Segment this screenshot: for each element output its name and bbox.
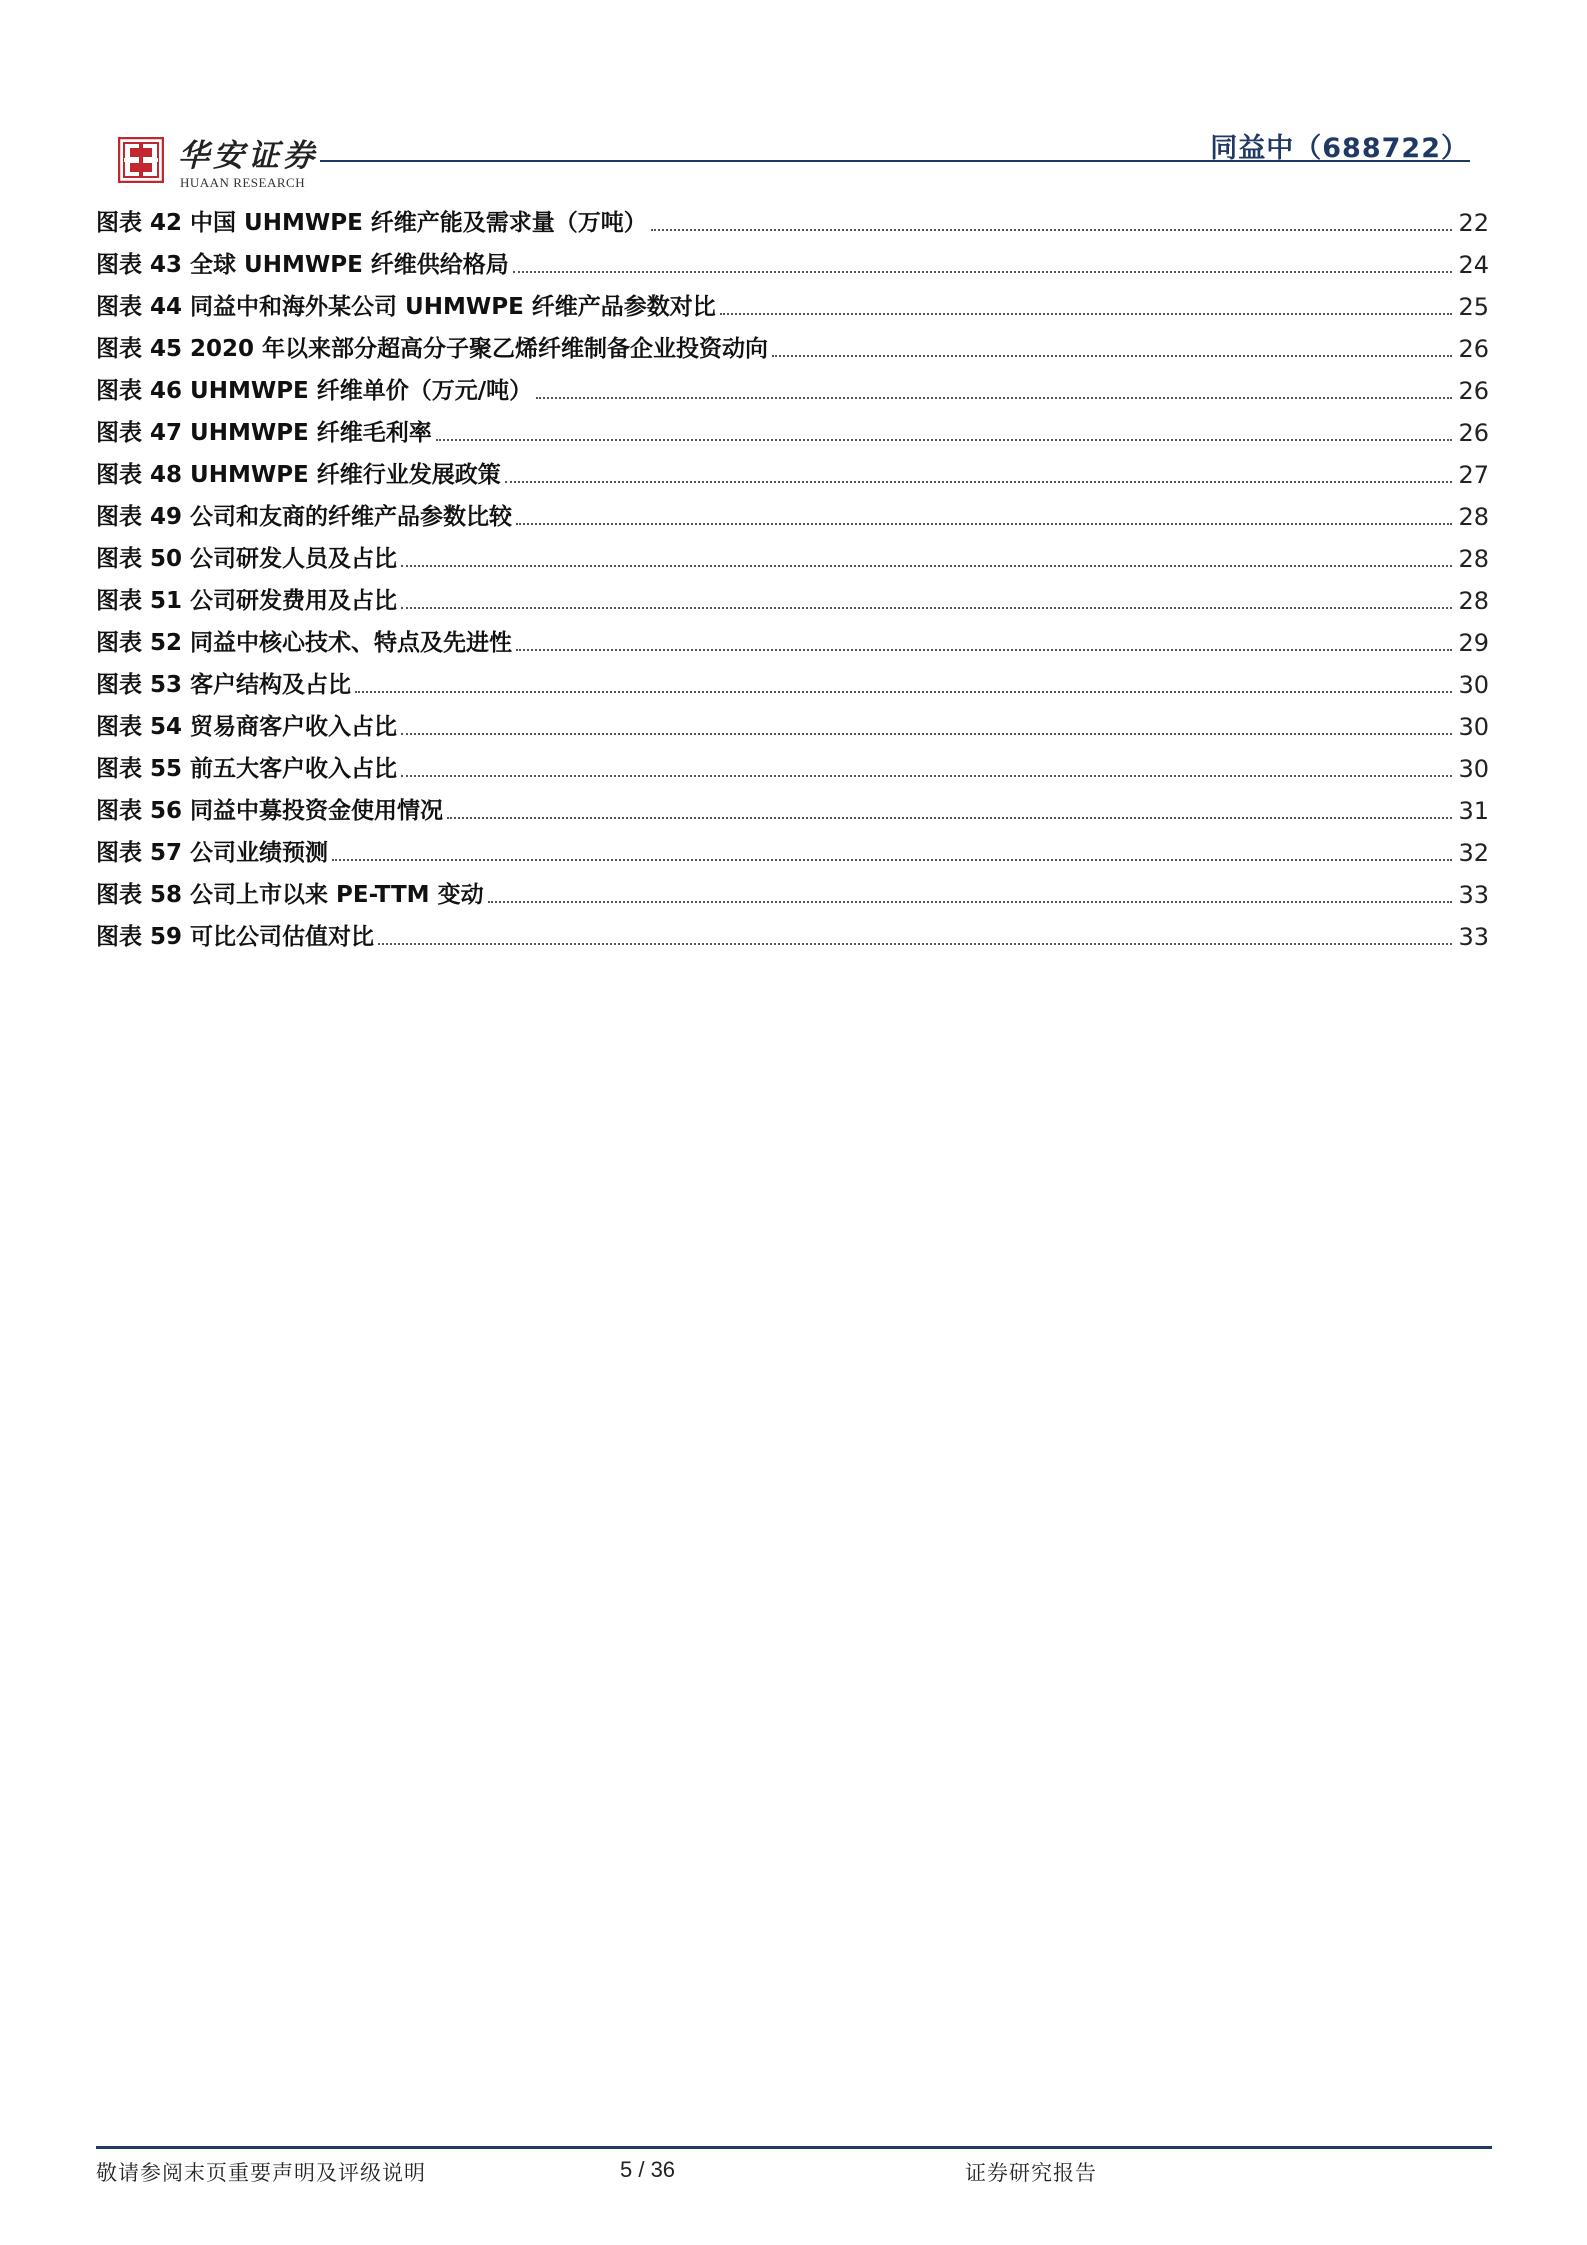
toc-entry-label[interactable]: 图表 46 UHMWPE 纤维单价（万元/吨） [96,378,533,404]
toc-entry[interactable] [96,406,1489,448]
toc-entry[interactable] [96,280,1489,322]
page-number: 5 / 36 [620,2157,676,2182]
toc-dot-leader [513,271,1453,273]
toc-entry-label[interactable]: 图表 59 可比公司估值对比 [96,924,375,950]
toc-entry-label[interactable]: 图表 49 公司和友商的纤维产品参数比较 [96,504,513,530]
toc-entry-page[interactable]: 26 [1458,335,1489,363]
toc-dot-leader [516,649,1452,651]
toc-entry-label[interactable]: 图表 56 同益中募投资金使用情况 [96,798,444,824]
toc-entry-label[interactable]: 图表 47 UHMWPE 纤维毛利率 [96,420,432,446]
toc-entry-label[interactable]: 图表 52 同益中核心技术、特点及先进性 [96,630,513,656]
toc-dot-leader [401,775,1452,777]
toc-entry[interactable] [96,574,1489,616]
toc-entry-page[interactable]: 28 [1458,545,1489,573]
stock-title: 同益中（688722） [1210,133,1469,164]
toc-entry-label[interactable]: 图表 45 2020 年以来部分超高分子聚乙烯纤维制备企业投资动向 [96,336,769,362]
toc-entry[interactable] [96,910,1489,952]
brand-name-en: HUAAN RESEARCH [180,175,306,190]
toc-entry-page[interactable]: 33 [1458,923,1489,951]
page-header [0,0,1587,200]
toc-entry[interactable] [96,868,1489,910]
toc-dot-leader [488,901,1453,903]
toc-entry[interactable] [96,700,1489,742]
report-type: 证券研究报告 [965,2161,1097,2185]
toc-entry-page[interactable]: 33 [1458,881,1489,909]
toc-entry-page[interactable]: 30 [1458,713,1489,741]
toc-entry[interactable] [96,196,1489,238]
toc-dot-leader [772,355,1452,357]
brand-name-cn: 华安证券 [178,138,318,174]
toc-entry-label[interactable]: 图表 54 贸易商客户收入占比 [96,714,398,740]
toc-entry-page[interactable]: 30 [1458,671,1489,699]
toc-entry-page[interactable]: 27 [1458,461,1489,489]
toc-dot-leader [505,481,1453,483]
toc-entry-page[interactable]: 22 [1458,209,1489,237]
toc-dot-leader [651,229,1453,231]
toc-entry[interactable] [96,238,1489,280]
toc-entry-page[interactable]: 29 [1458,629,1489,657]
toc-dot-leader [401,733,1452,735]
toc-entry[interactable] [96,616,1489,658]
huaan-logo-icon [118,137,164,183]
toc-entry-page[interactable]: 32 [1458,839,1489,867]
toc-entry-page[interactable]: 26 [1458,377,1489,405]
toc-entry-page[interactable]: 26 [1458,419,1489,447]
toc-entry-label[interactable]: 图表 50 公司研发人员及占比 [96,546,398,572]
footer-disclaimer: 敬请参阅末页重要声明及评级说明 [96,2161,426,2185]
toc-dot-leader [436,439,1453,441]
table-of-figures [96,196,1489,952]
toc-dot-leader [447,817,1452,819]
toc-entry-label[interactable]: 图表 55 前五大客户收入占比 [96,756,398,782]
toc-entry-label[interactable]: 图表 58 公司上市以来 PE-TTM 变动 [96,882,484,908]
toc-entry-page[interactable]: 25 [1458,293,1489,321]
toc-entry-label[interactable]: 图表 51 公司研发费用及占比 [96,588,398,614]
footer-divider [96,2146,1492,2149]
toc-entry-page[interactable]: 28 [1458,503,1489,531]
toc-entry[interactable] [96,658,1489,700]
toc-entry-label[interactable]: 图表 57 公司业绩预测 [96,840,329,866]
toc-entry-page[interactable]: 24 [1458,251,1489,279]
toc-dot-leader [720,313,1453,315]
toc-dot-leader [516,523,1452,525]
toc-entry[interactable] [96,532,1489,574]
toc-dot-leader [401,565,1452,567]
toc-entry-label[interactable]: 图表 53 客户结构及占比 [96,672,352,698]
toc-entry-label[interactable]: 图表 42 中国 UHMWPE 纤维产能及需求量（万吨） [96,210,647,236]
toc-dot-leader [378,943,1452,945]
toc-dot-leader [355,691,1452,693]
toc-dot-leader [401,607,1452,609]
toc-entry-page[interactable]: 30 [1458,755,1489,783]
toc-entry-label[interactable]: 图表 44 同益中和海外某公司 UHMWPE 纤维产品参数对比 [96,294,716,320]
toc-dot-leader [332,859,1452,861]
toc-entry-label[interactable]: 图表 48 UHMWPE 纤维行业发展政策 [96,462,501,488]
toc-entry[interactable] [96,322,1489,364]
toc-entry-label[interactable]: 图表 43 全球 UHMWPE 纤维供给格局 [96,252,509,278]
toc-entry[interactable] [96,826,1489,868]
toc-entry-page[interactable]: 28 [1458,587,1489,615]
toc-entry[interactable] [96,448,1489,490]
toc-entry[interactable] [96,742,1489,784]
toc-entry[interactable] [96,490,1489,532]
toc-entry[interactable] [96,364,1489,406]
toc-entry-page[interactable]: 31 [1458,797,1489,825]
toc-entry[interactable] [96,784,1489,826]
toc-dot-leader [536,397,1452,399]
